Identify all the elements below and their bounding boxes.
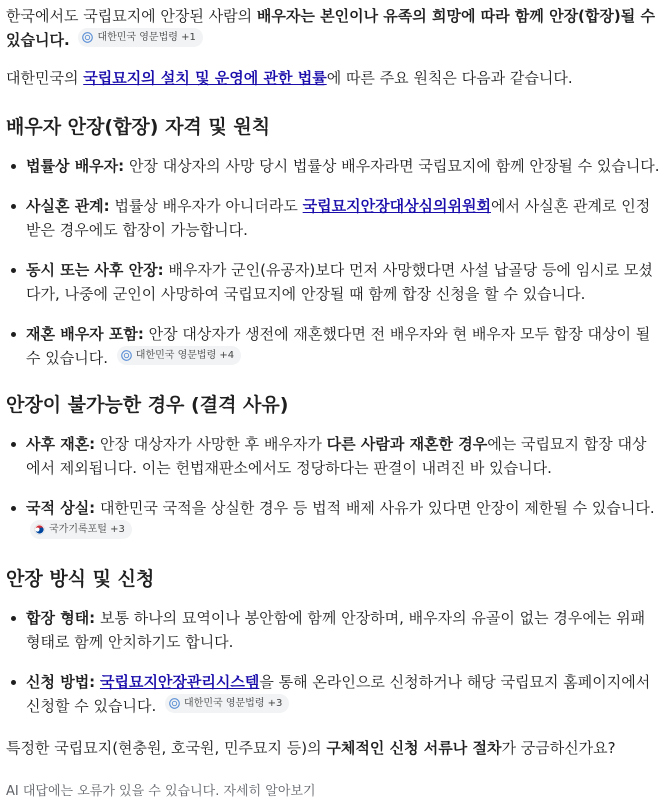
section-heading-disqualification: 안장이 불가능한 경우 (결격 사유) [6, 394, 289, 416]
globe-seal-icon [121, 350, 132, 361]
committee-link[interactable]: 국립묘지안장대상심의위원회 [302, 197, 492, 215]
list-item [6, 194, 660, 242]
ai-disclaimer [6, 780, 660, 804]
item-label: 재혼 배우자 포함: [26, 325, 144, 343]
question-text: 특정한 국립묘지(현충원, 호국원, 민주묘지 등)의 [6, 739, 327, 757]
item-text: 안장 대상자의 사망 당시 법률상 배우자라면 국립묘지에 함께 안장될 수 있습니다. [124, 157, 660, 175]
intro-text: 한국에서도 국립묘지에 안장된 사람의 [6, 7, 257, 25]
source-chip-label: 대한민국 영문법령 +4 [135, 350, 235, 361]
item-label: 사후 재혼: [26, 435, 96, 453]
intro-bold: 배우자는 본인이나 유족의 희망에 따라 함께 안장(합장)될 수 있습니다 [6, 7, 655, 49]
learn-more-link[interactable]: 자세히 알아보기 [223, 784, 316, 799]
disclaimer-text: AI 대답에는 오류가 있을 수 있습니다. [6, 784, 224, 799]
list-item [6, 606, 660, 654]
source-chip-label: 대한민국 영문법령 +1 [97, 32, 196, 43]
list-item [6, 432, 660, 480]
item-label: 동시 또는 사후 안장: [26, 261, 164, 279]
item-text: 대한민국 국적을 상실한 경우 등 법적 배제 사유가 있다면 안장이 제한될 수 있습니다. [95, 499, 655, 517]
item-bold: 다른 사람과 재혼한 경우 [326, 435, 488, 453]
follow-up-question [6, 736, 660, 760]
item-text: 에서 사실혼 관계로 인정받은 경우에도 합장이 가능합니다. [26, 197, 651, 239]
item-text: 법률상 배우자가 아니더라도 [109, 197, 303, 215]
lead-text-end: 에 따른 주요 원칙은 다음과 같습니다. [326, 69, 573, 87]
question-text-end: 가 궁금하신가요? [501, 739, 616, 757]
item-text: 배우자가 군인(유공자)보다 먼저 사망했다면 사설 납골당 등에 임시로 모셨다가, 나중에 군인이 사망하여 국립묘지에 안장될 때 함께 합장 신청을 할 수 있습니다. [26, 261, 653, 303]
source-chip[interactable] [117, 346, 241, 365]
source-chip[interactable] [30, 520, 132, 539]
source-chip[interactable] [165, 694, 289, 713]
source-chip-label: 대한민국 영문법령 +3 [184, 698, 283, 709]
intro-paragraph [6, 4, 660, 52]
section-heading-method: 안장 방식 및 신청 [6, 568, 155, 590]
item-label: 신청 방법: [26, 673, 96, 691]
lead-text: 대한민국의 [6, 69, 84, 87]
source-chip[interactable] [78, 28, 202, 47]
list-item [6, 670, 660, 718]
list-item [6, 258, 660, 306]
method-list [6, 606, 660, 718]
list-item [6, 496, 660, 544]
intro-end: . [63, 31, 70, 49]
item-label: 국적 상실: [26, 499, 96, 517]
item-text: 안장 대상자가 생전에 재혼했다면 전 배우자와 현 배우자 모두 합장 대상이 될 수 있습니다. [26, 325, 651, 367]
item-label: 합장 형태: [26, 609, 96, 627]
item-text: 보통 하나의 묘역이나 봉안함에 함께 안장하며, 배우자의 유골이 없는 경우에는 위패 형태로 함께 안치하기도 합니다. [26, 609, 646, 651]
list-item [6, 322, 660, 370]
list-item [6, 154, 660, 178]
item-text: 에는 국립묘지 합장 대상에서 제외됩니다. 이는 헌법재판소에서도 정당하다는 판결이 내려진 바 있습니다. [26, 435, 647, 477]
item-label: 사실혼 관계: [26, 197, 110, 215]
disqualification-list [6, 432, 660, 544]
item-label: 법률상 배우자: [26, 157, 125, 175]
globe-seal-icon [169, 698, 180, 709]
source-chip-label: 국가기록포털 +3 [49, 524, 125, 535]
item-text: 을 통해 온라인으로 신청하거나 해당 국립묘지 홈페이지에서 신청할 수 있습니다. [26, 673, 651, 715]
section-heading-eligibility: 배우자 안장(합장) 자격 및 원칙 [6, 116, 271, 138]
lead-paragraph [6, 66, 660, 90]
eligibility-list [6, 154, 660, 370]
taegeuk-icon [34, 524, 45, 535]
item-text: 안장 대상자가 사망한 후 배우자가 [95, 435, 327, 453]
law-link[interactable]: 국립묘지의 설치 및 운영에 관한 법률 [83, 69, 327, 87]
burial-system-link[interactable]: 국립묘지안장관리시스템 [99, 673, 260, 691]
question-bold: 구체적인 신청 서류나 절차 [326, 739, 502, 757]
globe-seal-icon [82, 32, 93, 43]
